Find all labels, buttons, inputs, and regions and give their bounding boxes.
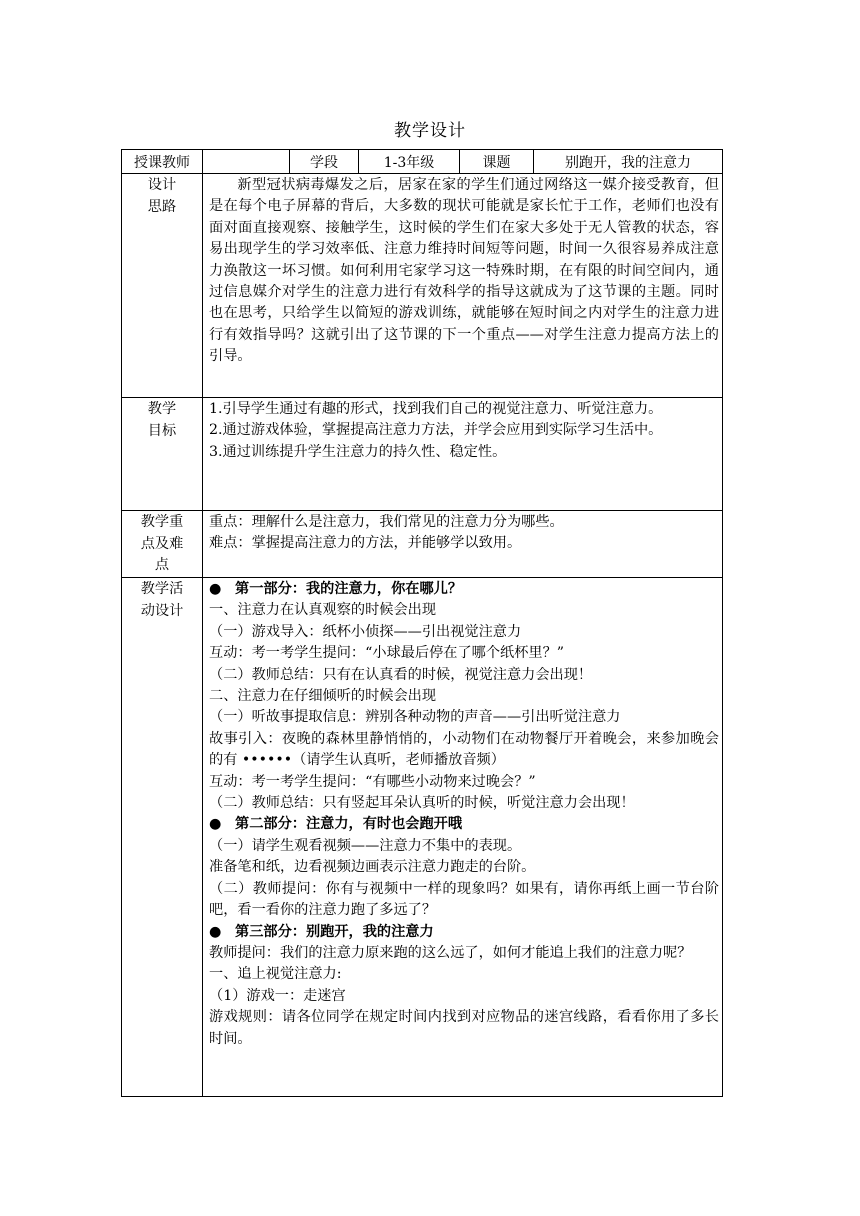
design-content bbox=[203, 174, 723, 398]
teacher-label: 授课教师 bbox=[122, 150, 203, 174]
key-point: 重点：理解什么是注意力，我们常见的注意力分为哪些。 bbox=[209, 514, 564, 530]
bullet-icon: ● bbox=[209, 816, 222, 833]
activities-content bbox=[203, 578, 723, 1097]
activity-line: 游戏规则：请各位同学在规定时间内找到对应物品的迷宫线路，看看你用了多长时间。 bbox=[209, 1009, 719, 1047]
design-text: 新型冠状病毒爆发之后，居家在家的学生们通过网络这一媒介接受教育，但是在每个电子屏幕的背后，大多数的现状可能就是家长忙于工作，老师们也没有面对面直接观察、接触学生，这时候的学生们在家大多处于无人管教的状态，容易出现学生的学习效率低、注意力维持时间短等问题，时间一久很容易养成注意力涣散这一坏习惯。如何利用宅家学习这一特殊时期，在有限的时间空间内，通过信息媒介对学生的注意力进行有效科学的指导这就成为了这节课的主题。同时也在思考，只给学生以简短的游戏训练，就能够在短时间之内对学生的注意力进行有效指导吗？这就引出了这节课的下一个重点——对学生注意力提高方法上的引导。 bbox=[209, 177, 719, 365]
activity-line: 互动：考一考学生提问：“有哪些小动物来过晚会？” bbox=[209, 773, 536, 790]
teacher-value bbox=[203, 150, 290, 174]
keypoints-content bbox=[203, 511, 723, 578]
goals-content bbox=[203, 398, 723, 511]
activity-line: 二、注意力在仔细倾听的时候会出现 bbox=[209, 688, 437, 705]
activity-line: 准备笔和纸，边看视频边画表示注意力跑走的台阶。 bbox=[209, 859, 536, 876]
goal-item: 1.引导学生通过有趣的形式，找到我们自己的视觉注意力、听觉注意力。 bbox=[209, 401, 663, 417]
goal-item: 2.通过游戏体验，掌握提高注意力方法，并学会应用到实际学习生活中。 bbox=[209, 422, 663, 439]
activity-line: （二）教师总结：只有在认真看的时候，视觉注意力会出现！ bbox=[209, 666, 593, 683]
lesson-plan-table bbox=[121, 149, 723, 1097]
header-row bbox=[122, 150, 723, 174]
activity-line: 故事引入：夜晚的森林里静悄悄的，小动物们在动物餐厅开着晚会，来参加晚会的有 ••••••（请学生认真听，老师播放音频） bbox=[209, 730, 719, 769]
part-heading: ● 第三部分：别跑开，我的注意力 bbox=[209, 922, 719, 943]
document-title: 教学设计 bbox=[394, 121, 466, 141]
activity-line: （一）请学生观看视频——注意力不集中的表现。 bbox=[209, 837, 522, 854]
grade-label: 学段 bbox=[290, 150, 359, 174]
activity-line: （一）听故事提取信息：辨别各种动物的声音——引出听觉注意力 bbox=[209, 709, 621, 726]
part-heading: ● 第一部分：我的注意力，你在哪儿？ bbox=[209, 579, 719, 600]
topic-value: 别跑开，我的注意力 bbox=[534, 150, 723, 174]
keypoints-row bbox=[122, 511, 723, 578]
design-row bbox=[122, 174, 723, 398]
design-label: 设计 思路 bbox=[122, 174, 203, 398]
activity-line: （二）教师提问：你有与视频中一样的现象吗？如果有，请你再纸上画一节台阶吧，看一看你的注意力跑了多远了？ bbox=[209, 880, 719, 919]
activity-line: （二）教师总结：只有竖起耳朵认真听的时候，听觉注意力会出现！ bbox=[209, 795, 635, 812]
bullet-icon: ● bbox=[209, 581, 222, 597]
keypoints-label: 教学重 点及难 点 bbox=[122, 511, 203, 578]
activity-line: （一）游戏导入：纸杯小侦探——引出视觉注意力 bbox=[209, 623, 522, 640]
activity-line: 互动：考一考学生提问：“小球最后停在了哪个纸杯里？” bbox=[209, 645, 565, 662]
activity-line: 一、注意力在认真观察的时候会出现 bbox=[209, 602, 437, 619]
activity-line: （1）游戏一：走迷宫 bbox=[209, 987, 346, 1004]
part-heading: ● 第二部分：注意力，有时也会跑开哦 bbox=[209, 814, 719, 835]
topic-label: 课题 bbox=[460, 150, 534, 174]
activity-line: 一、追上视觉注意力: bbox=[209, 966, 342, 983]
goals-label: 教学 目标 bbox=[122, 398, 203, 511]
difficult-point: 难点：掌握提高注意力的方法，并能够学以致用。 bbox=[209, 535, 522, 552]
activities-row bbox=[122, 578, 723, 1097]
activity-line: 教师提问：我们的注意力原来跑的这么远了，如何才能追上我们的注意力呢？ bbox=[209, 944, 692, 961]
grade-value: 1-3年级 bbox=[359, 150, 460, 174]
bullet-icon: ● bbox=[209, 923, 222, 940]
goals-row bbox=[122, 398, 723, 511]
goal-item: 3.通过训练提升学生注意力的持久性、稳定性。 bbox=[209, 443, 507, 460]
activities-label: 教学活 动设计 bbox=[122, 578, 203, 1097]
